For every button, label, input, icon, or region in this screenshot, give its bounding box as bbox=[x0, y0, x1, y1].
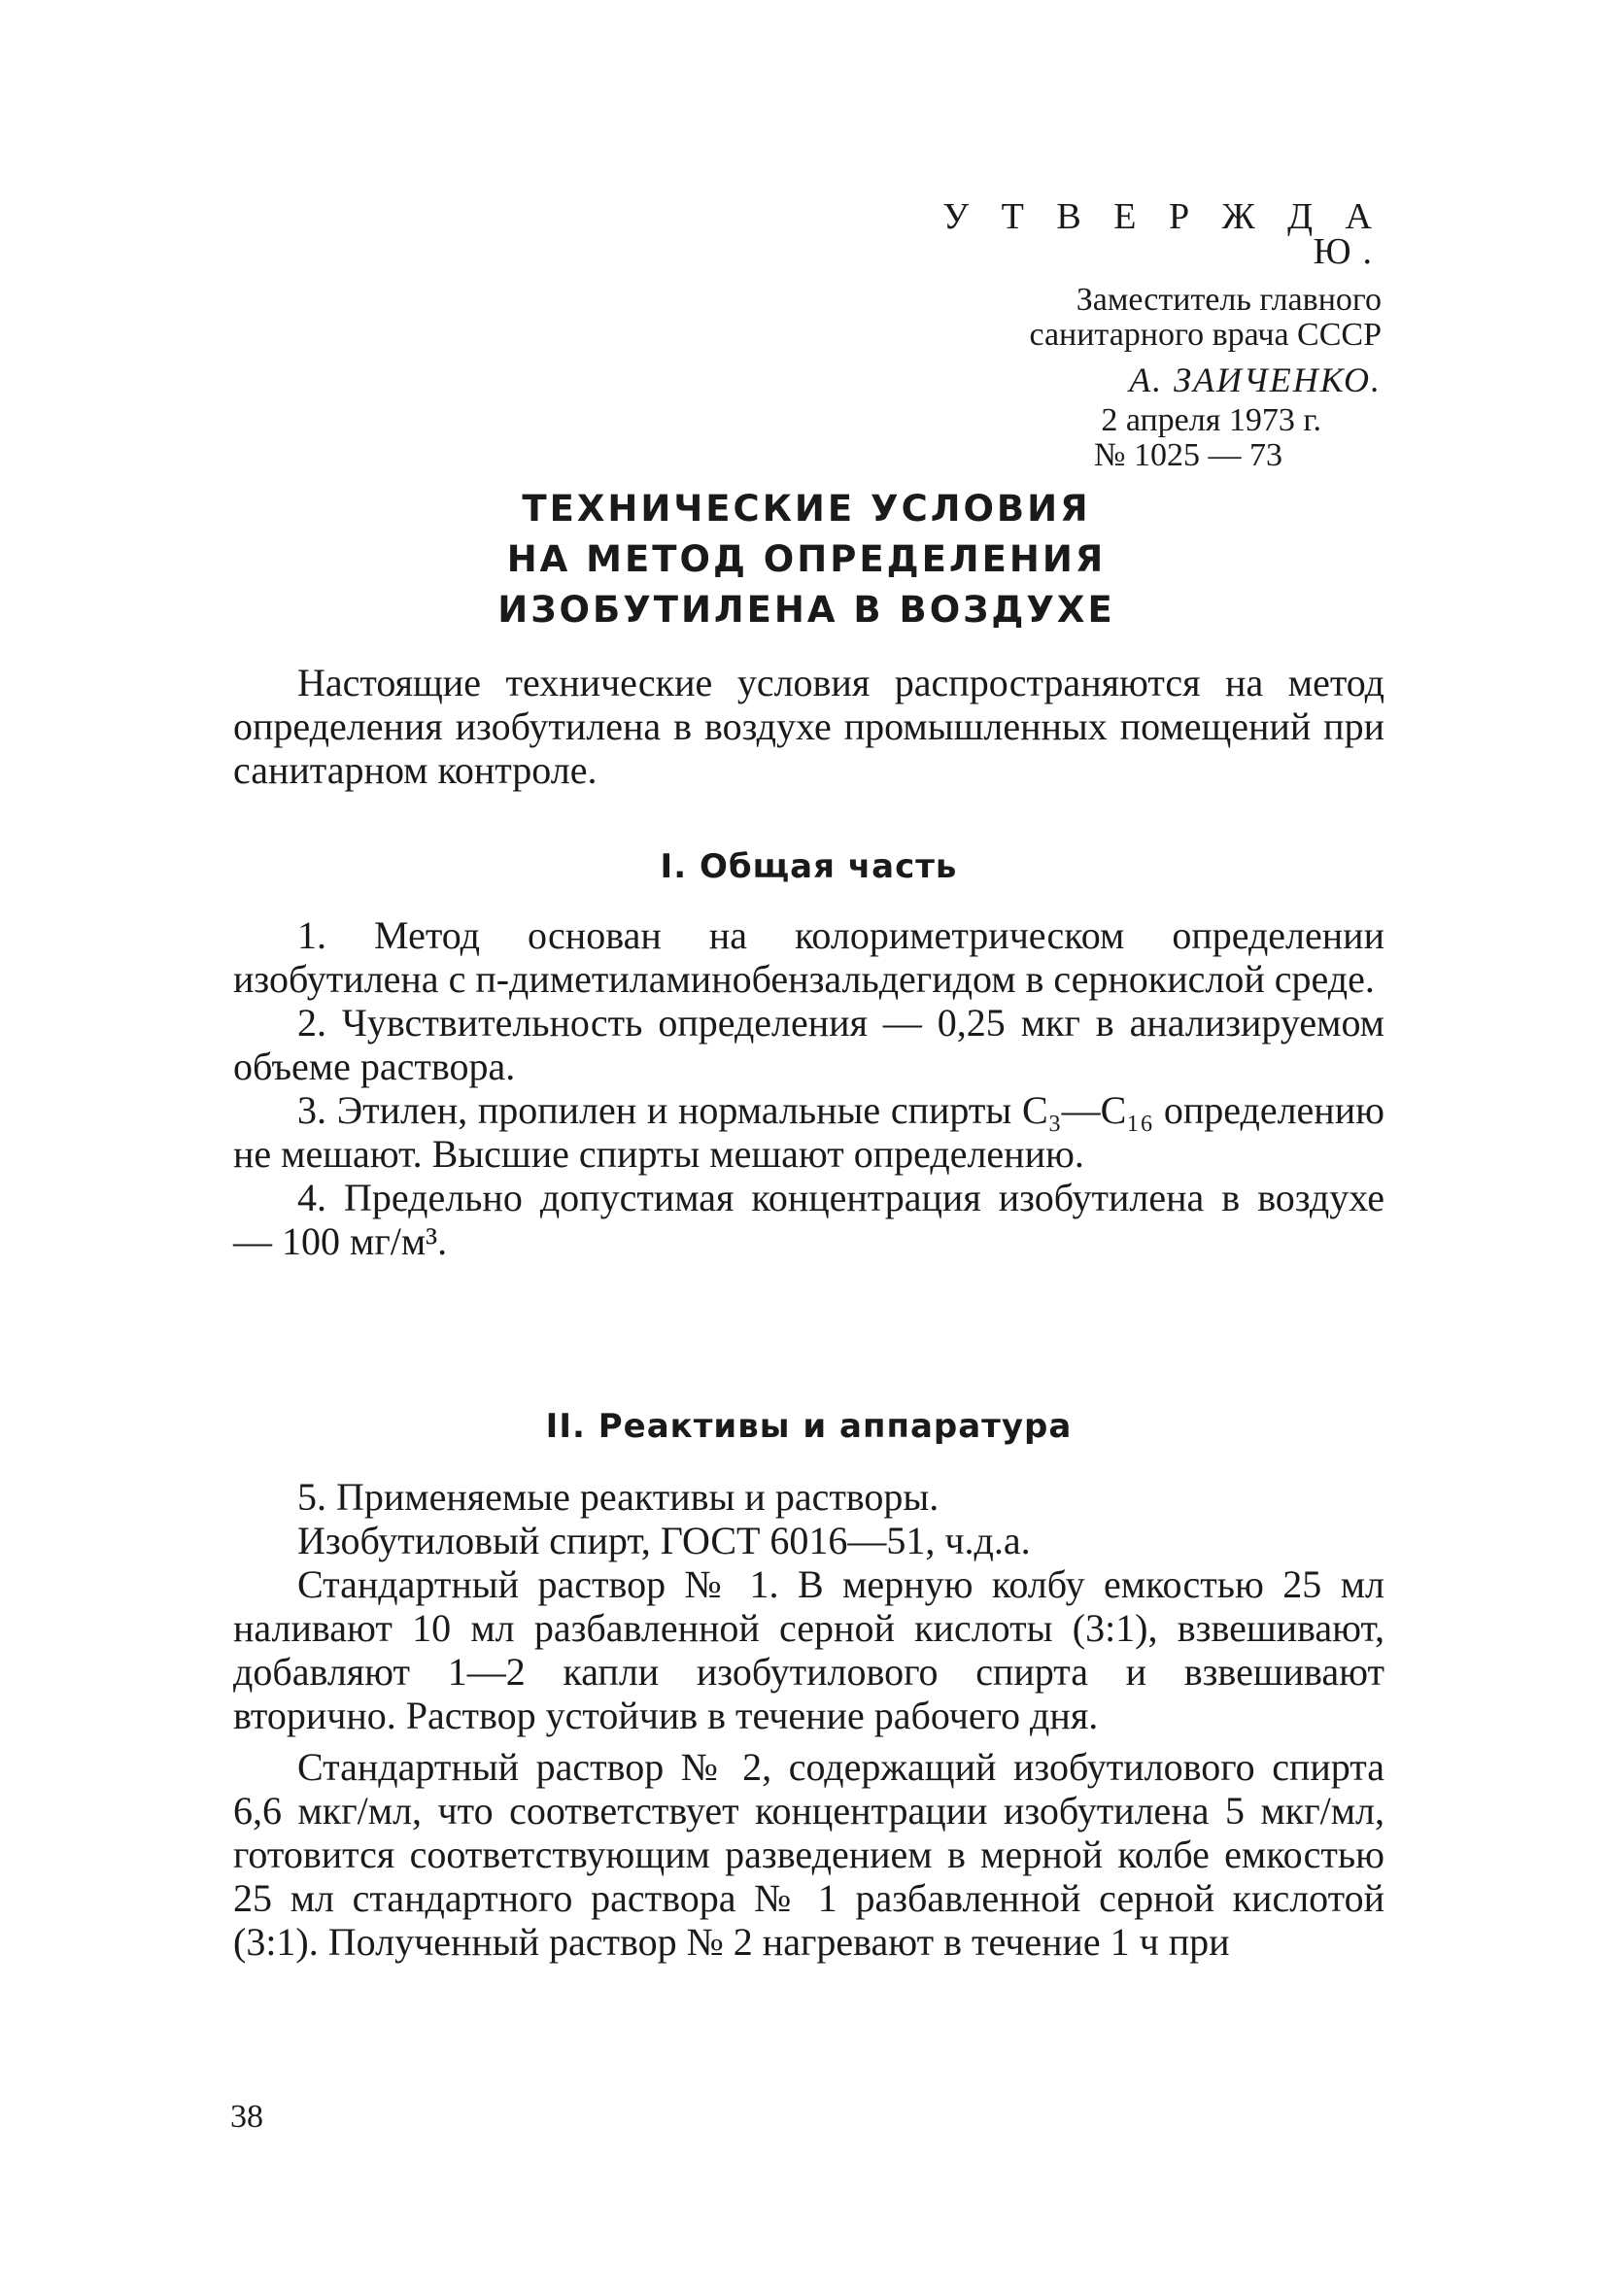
title-line3: ИЗОБУТИЛЕНА В ВОЗДУХЕ bbox=[497, 589, 1115, 631]
title-line2: НА МЕТОД ОПРЕДЕЛЕНИЯ bbox=[506, 538, 1107, 580]
intro-block bbox=[233, 661, 1384, 792]
approval-signatory: А. ЗАИЧЕНКО. bbox=[1129, 360, 1382, 399]
section2-item-5: 5. Применяемые реактивы и растворы. bbox=[297, 1475, 940, 1519]
approval-heading: У Т В Е Р Ж Д А Ю. bbox=[942, 196, 1384, 272]
section2-body bbox=[233, 1475, 1384, 1964]
document-title bbox=[291, 484, 1321, 635]
approval-position-line1: Заместитель главного bbox=[1076, 282, 1382, 318]
section1-body bbox=[233, 913, 1384, 1263]
section1-item-1: 1. Метод основан на колориметрическом определении изобутилена с п-диметиламинобензальдегидом в сернокислой среде. bbox=[233, 913, 1384, 1001]
section1-item-3: 3. Этилен, пропилен и нормальные спирты C₃—C₁₆ определению не мешают. Высшие спирты мешают определению. bbox=[233, 1088, 1384, 1176]
section2-heading: II. Реактивы и аппаратура bbox=[545, 1407, 1073, 1446]
section2-standard-solution-1: Стандартный раствор № 1. В мерную колбу емкостью 25 мл наливают 10 мл разбавленной серной кислоты (3:1), взвешивают, добавляют 1—2 капли изобутилового спирта и взвешивают вторично. Раствор устойчив в течение рабочего дня. bbox=[233, 1562, 1384, 1737]
approval-date: 2 апреля 1973 г. bbox=[1101, 402, 1321, 438]
section1-heading: I. Общая часть bbox=[660, 847, 958, 886]
section1-item-4: 4. Предельно допустимая концентрация изобутилена в воздухе — 100 мг/м³. bbox=[233, 1176, 1384, 1263]
title-line1: ТЕХНИЧЕСКИЕ УСЛОВИЯ bbox=[522, 488, 1091, 530]
page-number: 38 bbox=[230, 2099, 263, 2135]
section2-standard-solution-2: Стандартный раствор № 2, содержащий изобутилового спирта 6,6 мкг/мл, что соответствует концентрации изобутилена 5 мкг/мл, готовится соответствующим разведением в мерной колбе емкостью 25 мл стандартного раствора № 1 разбавленной серной кислотой (3:1). Полученный раствор № 2 нагревают в течение 1 ч при bbox=[233, 1745, 1384, 1964]
intro-paragraph: Настоящие технические условия распространяются на метод определения изобутилена в воздухе промышленных помещений при санитарном контроле. bbox=[233, 661, 1384, 792]
approval-position-line2: санитарного врача СССР bbox=[1029, 317, 1382, 353]
approval-number: № 1025 — 73 bbox=[1094, 437, 1282, 473]
approval-block bbox=[933, 196, 1389, 473]
section2-item-isobutyl: Изобутиловый спирт, ГОСТ 6016—51, ч.д.а. bbox=[297, 1519, 1031, 1562]
section1-item-2: 2. Чувствительность определения — 0,25 мкг в анализируемом объеме раствора. bbox=[233, 1001, 1384, 1088]
